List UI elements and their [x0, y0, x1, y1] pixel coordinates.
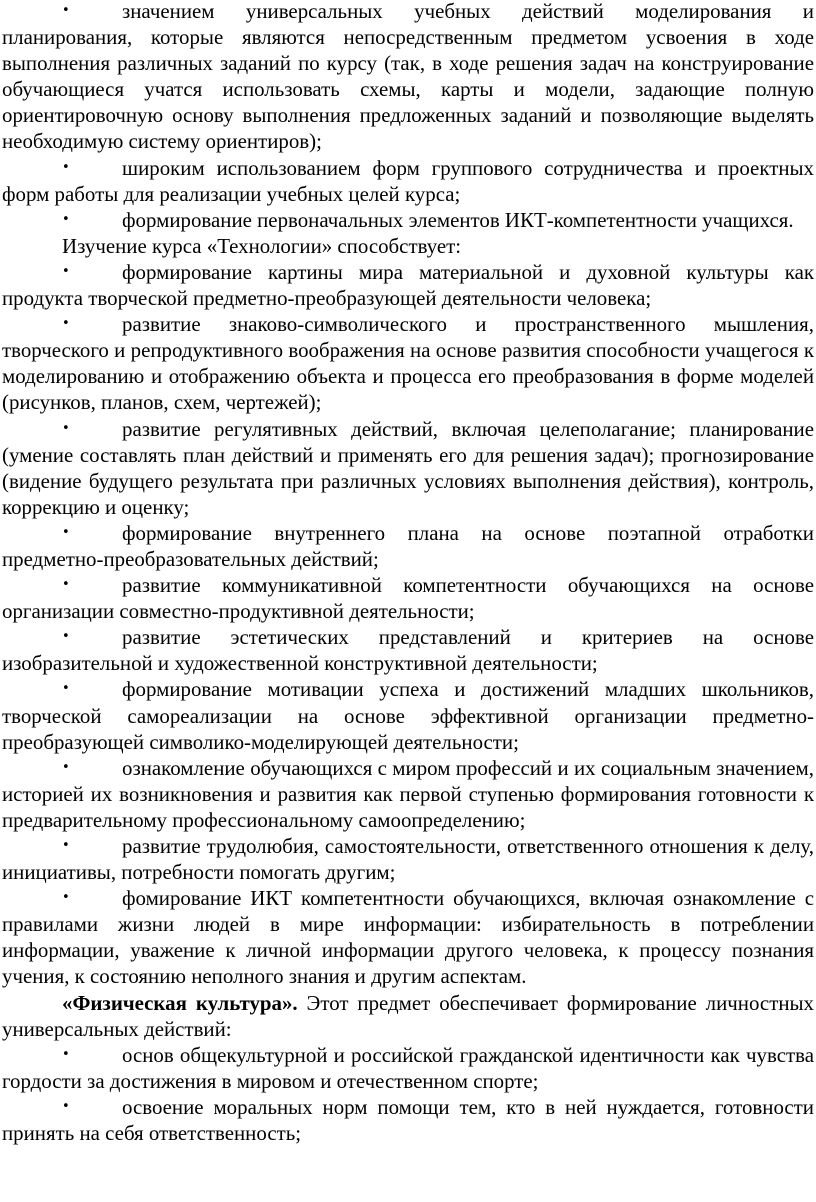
bullet-text: освоение моральных норм помощи тем, кто в ней нуждается, готовности принять на себя ответственность;	[2, 1094, 814, 1146]
bullet-item	[2, 1094, 814, 1146]
bullet-item	[2, 416, 814, 520]
bullet-marker: •	[62, 159, 70, 175]
bullet-text: фомирование ИКТ компетентности обучающихся, включая ознакомление с правилами жизни людей в мире информации: избирательность в потреблении информации, уважение к личной информации другого человека, к процессу познания учения, к состоянию неполного знания и другим аспектам.	[2, 886, 814, 989]
paragraph-text: Этот предмет обеспечивает формирование личностных универсальных действий:	[2, 990, 814, 1041]
bullet-text: развитие регулятивных действий, включая целеполагание; планирование (умение составлять план действий и применять его для решения задач); прогнозирование (видение будущего результата при различных условиях выполнения действия), контроль, коррекцию и оценку;	[2, 416, 814, 519]
bullet-text: развитие коммуникативной компетентности обучающихся на основе организации совместно-продуктивной деятельности;	[2, 573, 814, 624]
bullet-text: формирование мотивации успеха и достижений младших школьников, творческой самореализации на основе эффективной организации предметно-преобразующей символико-моделирующей деятельности;	[2, 677, 814, 754]
bullet-marker: •	[62, 759, 70, 775]
bullet-marker: •	[62, 211, 70, 227]
bullet-marker: •	[62, 524, 70, 540]
bullet-marker: •	[62, 681, 70, 697]
bullet-text: формирование внутреннего плана на основе поэтапной отработки предметно-преобразовательных действий;	[2, 520, 814, 571]
bullet-text: развитие знаково-символического и пространственного мышления, творческого и репродуктивного воображения на основе развития способности учащегося к моделированию и отображению объекта и процесса его преобразования в форме моделей (рисунков, планов, схем, чертежей);	[2, 312, 814, 415]
section-heading: «Физическая культура».	[62, 990, 298, 1015]
bullet-marker: •	[62, 838, 70, 853]
bullet-item	[2, 311, 814, 415]
bullet-marker: •	[62, 577, 70, 593]
bullet-text: развитие трудолюбия, самостоятельности, ответственного отношения к делу, инициативы, потребности помогать другим;	[2, 834, 814, 885]
bullet-item	[2, 624, 814, 676]
bullet-marker: •	[62, 316, 70, 332]
paragraph-text: Изучение курса «Технологии» способствует:	[62, 233, 462, 258]
paragraph	[2, 233, 814, 259]
bullet-text: ознакомление обучающихся с миром профессий и их социальным значением, историей их возникновения и развития как первой ступенью формирования готовности к предварительному профессиональному самоопределению;	[2, 755, 814, 832]
bullet-item	[2, 207, 814, 233]
bullet-marker: •	[62, 263, 70, 279]
bullet-marker: •	[62, 890, 70, 906]
bullet-text: формирование картины мира материальной и духовной культуры как продукта творческой предметно-преобразующей деятельности человека;	[2, 259, 814, 311]
bullet-item	[2, 755, 814, 833]
bullet-item	[2, 0, 814, 155]
bullet-item	[2, 885, 814, 989]
bullet-item	[2, 259, 814, 311]
bullet-text: формирование первоначальных элементов ИКТ-компетентности учащихся.	[122, 207, 794, 232]
bullet-text: основ общекультурной и российской гражданской идентичности как чувства гордости за достижения в мировом и отечественном спорте;	[2, 1042, 814, 1093]
bullet-marker: •	[62, 629, 70, 645]
bullet-item	[2, 520, 814, 572]
paragraph	[2, 990, 814, 1042]
bullet-item	[2, 676, 814, 754]
bullet-marker: •	[62, 420, 70, 436]
bullet-item	[2, 833, 814, 885]
bullet-text: развитие эстетических представлений и критериев на основе изобразительной и художественной конструктивной деятельности;	[2, 625, 814, 676]
document-page	[2, 0, 814, 1146]
bullet-marker: •	[62, 1046, 70, 1062]
bullet-item	[2, 155, 814, 207]
bullet-marker: •	[62, 1098, 70, 1114]
bullet-marker: •	[62, 3, 70, 18]
bullet-text: значением универсальных учебных действий моделирования и планирования, которые являются непосредственным предметом усвоения в ходе выполнения различных заданий по курсу (так, в ходе решения задач на конструирование обучающиеся учатся использовать схемы, карты и модели, задающие полную ориентировочную основу выполнения предложенных заданий и позволяющие выделять необходимую систему ориентиров);	[2, 0, 814, 154]
bullet-item	[2, 1042, 814, 1094]
bullet-text: широким использованием форм группового сотрудничества и проектных форм работы для реализации учебных целей курса;	[2, 155, 814, 206]
bullet-item	[2, 572, 814, 624]
